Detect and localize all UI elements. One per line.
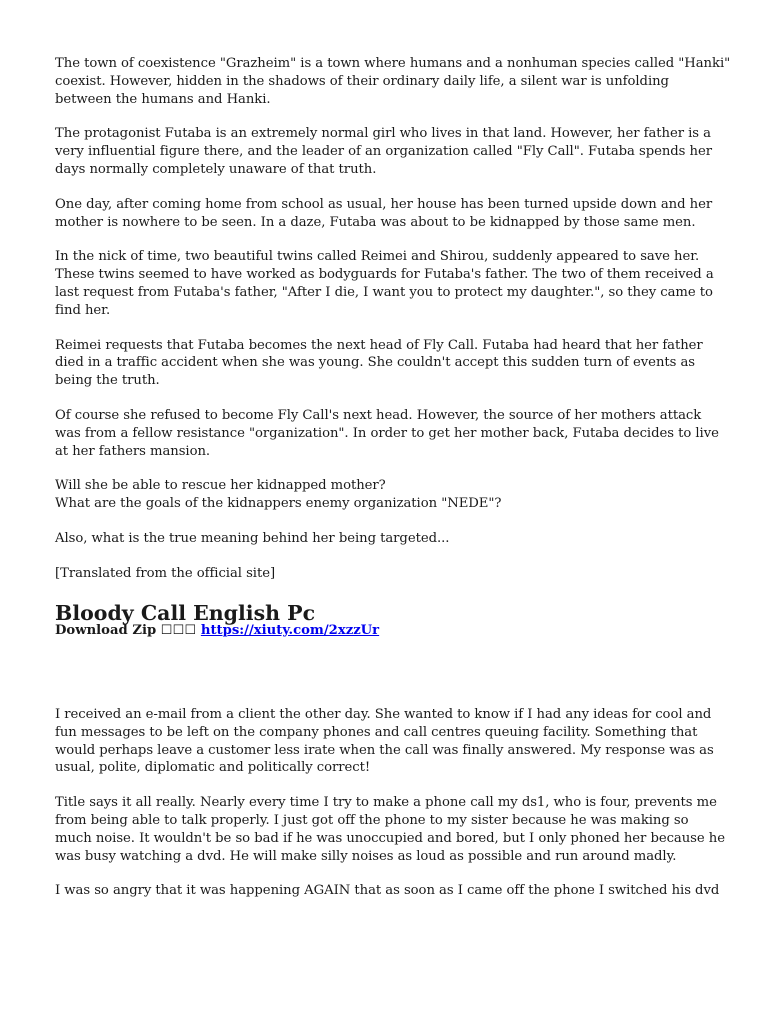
text-line: days normally completely unaware of that truth. [55, 161, 377, 177]
text-line: One day, after coming home from school as usual, her house has been turned upside down and her [55, 196, 713, 212]
paragraph [55, 565, 720, 583]
text-line: would perhaps leave a customer less irate when the call was finally answered. My response was as [55, 742, 714, 758]
text-line: fun messages to be left on the company phones and call centres queuing facility. Something that [55, 724, 698, 740]
text-line: usual, polite, diplomatic and politically correct! [55, 760, 371, 776]
page-heading: Bloody Call English Pc [55, 600, 316, 625]
paragraph [55, 477, 720, 513]
intro-section [55, 55, 731, 583]
paragraph [55, 196, 720, 232]
text-line: The protagonist Futaba is an extremely normal girl who lives in that land. However, her father is a [55, 126, 711, 142]
text-line: Title says it all really. Nearly every time I try to make a phone call my ds1, who is four, prevents me [55, 795, 717, 811]
paragraph [55, 794, 725, 865]
text-line: [Translated from the official site] [55, 565, 276, 581]
text-line: find her. [55, 302, 111, 318]
download-label: Download Zip [55, 623, 157, 638]
paragraph [55, 125, 720, 178]
text-line: These twins seemed to have worked as bodyguards for Futaba's father. The two of them received a [55, 267, 714, 283]
text-line: mother is nowhere to be seen. In a daze, Futaba was about to be kidnapped by those same men. [55, 214, 696, 230]
text-line: Also, what is the true meaning behind her being targeted... [55, 530, 450, 546]
paragraph [55, 248, 720, 319]
text-line: I received an e-mail from a client the other day. She wanted to know if I had any ideas for cool and [55, 707, 712, 722]
text-line: was from a fellow resistance "organization". In order to get her mother back, Futaba decides to live [55, 425, 719, 441]
text-line: The town of coexistence "Grazheim" is a town where humans and a nonhuman species called "Hanki" [55, 56, 731, 71]
download-link[interactable]: https://xiuty.com/2xzzUr [200, 623, 380, 638]
document-page [55, 55, 731, 626]
body-section [55, 706, 725, 917]
text-line: very influential figure there, and the leader of an organization called "Fly Call". Futaba spends her [55, 144, 712, 160]
paragraph [55, 407, 720, 460]
paragraph [55, 706, 720, 777]
paragraph [55, 337, 720, 390]
paragraph [55, 530, 720, 548]
text-line: Will she be able to rescue her kidnapped mother? [55, 478, 386, 494]
download-separator: ☐☐☐ [160, 623, 197, 638]
text-line: I was so angry that it was happening AGAIN that as soon as I came off the phone I switched his dvd [55, 883, 720, 899]
text-line: coexist. However, hidden in the shadows of their ordinary daily life, a silent war is unfolding [55, 73, 669, 89]
text-line: died in a traffic accident when she was young. She couldn't accept this sudden turn of events as [55, 355, 696, 371]
download-line [55, 622, 379, 640]
text-line: What are the goals of the kidnappers enemy organization "NEDE"? [55, 496, 502, 512]
text-line: Of course she refused to become Fly Call's next head. However, the source of her mothers attack [55, 407, 702, 423]
text-line: at her fathers mansion. [55, 443, 211, 459]
text-line: from being able to talk properly. I just got off the phone to my sister because he was making so [55, 812, 689, 828]
text-line: between the humans and Hanki. [55, 91, 271, 107]
text-line: was busy watching a dvd. He will make silly noises as loud as possible and run around madly. [55, 848, 677, 864]
text-line: Reimei requests that Futaba becomes the next head of Fly Call. Futaba had heard that her father [55, 337, 703, 353]
text-line: In the nick of time, two beautiful twins called Reimei and Shirou, suddenly appeared to save her. [55, 249, 700, 265]
text-line: being the truth. [55, 373, 160, 389]
text-line: much noise. It wouldn't be so bad if he was unoccupied and bored, but I only phoned her because he [55, 830, 725, 846]
text-line: last request from Futaba's father, "After I die, I want you to protect my daughter.", so they came to [55, 284, 713, 300]
paragraph [55, 882, 720, 900]
paragraph [55, 55, 731, 108]
